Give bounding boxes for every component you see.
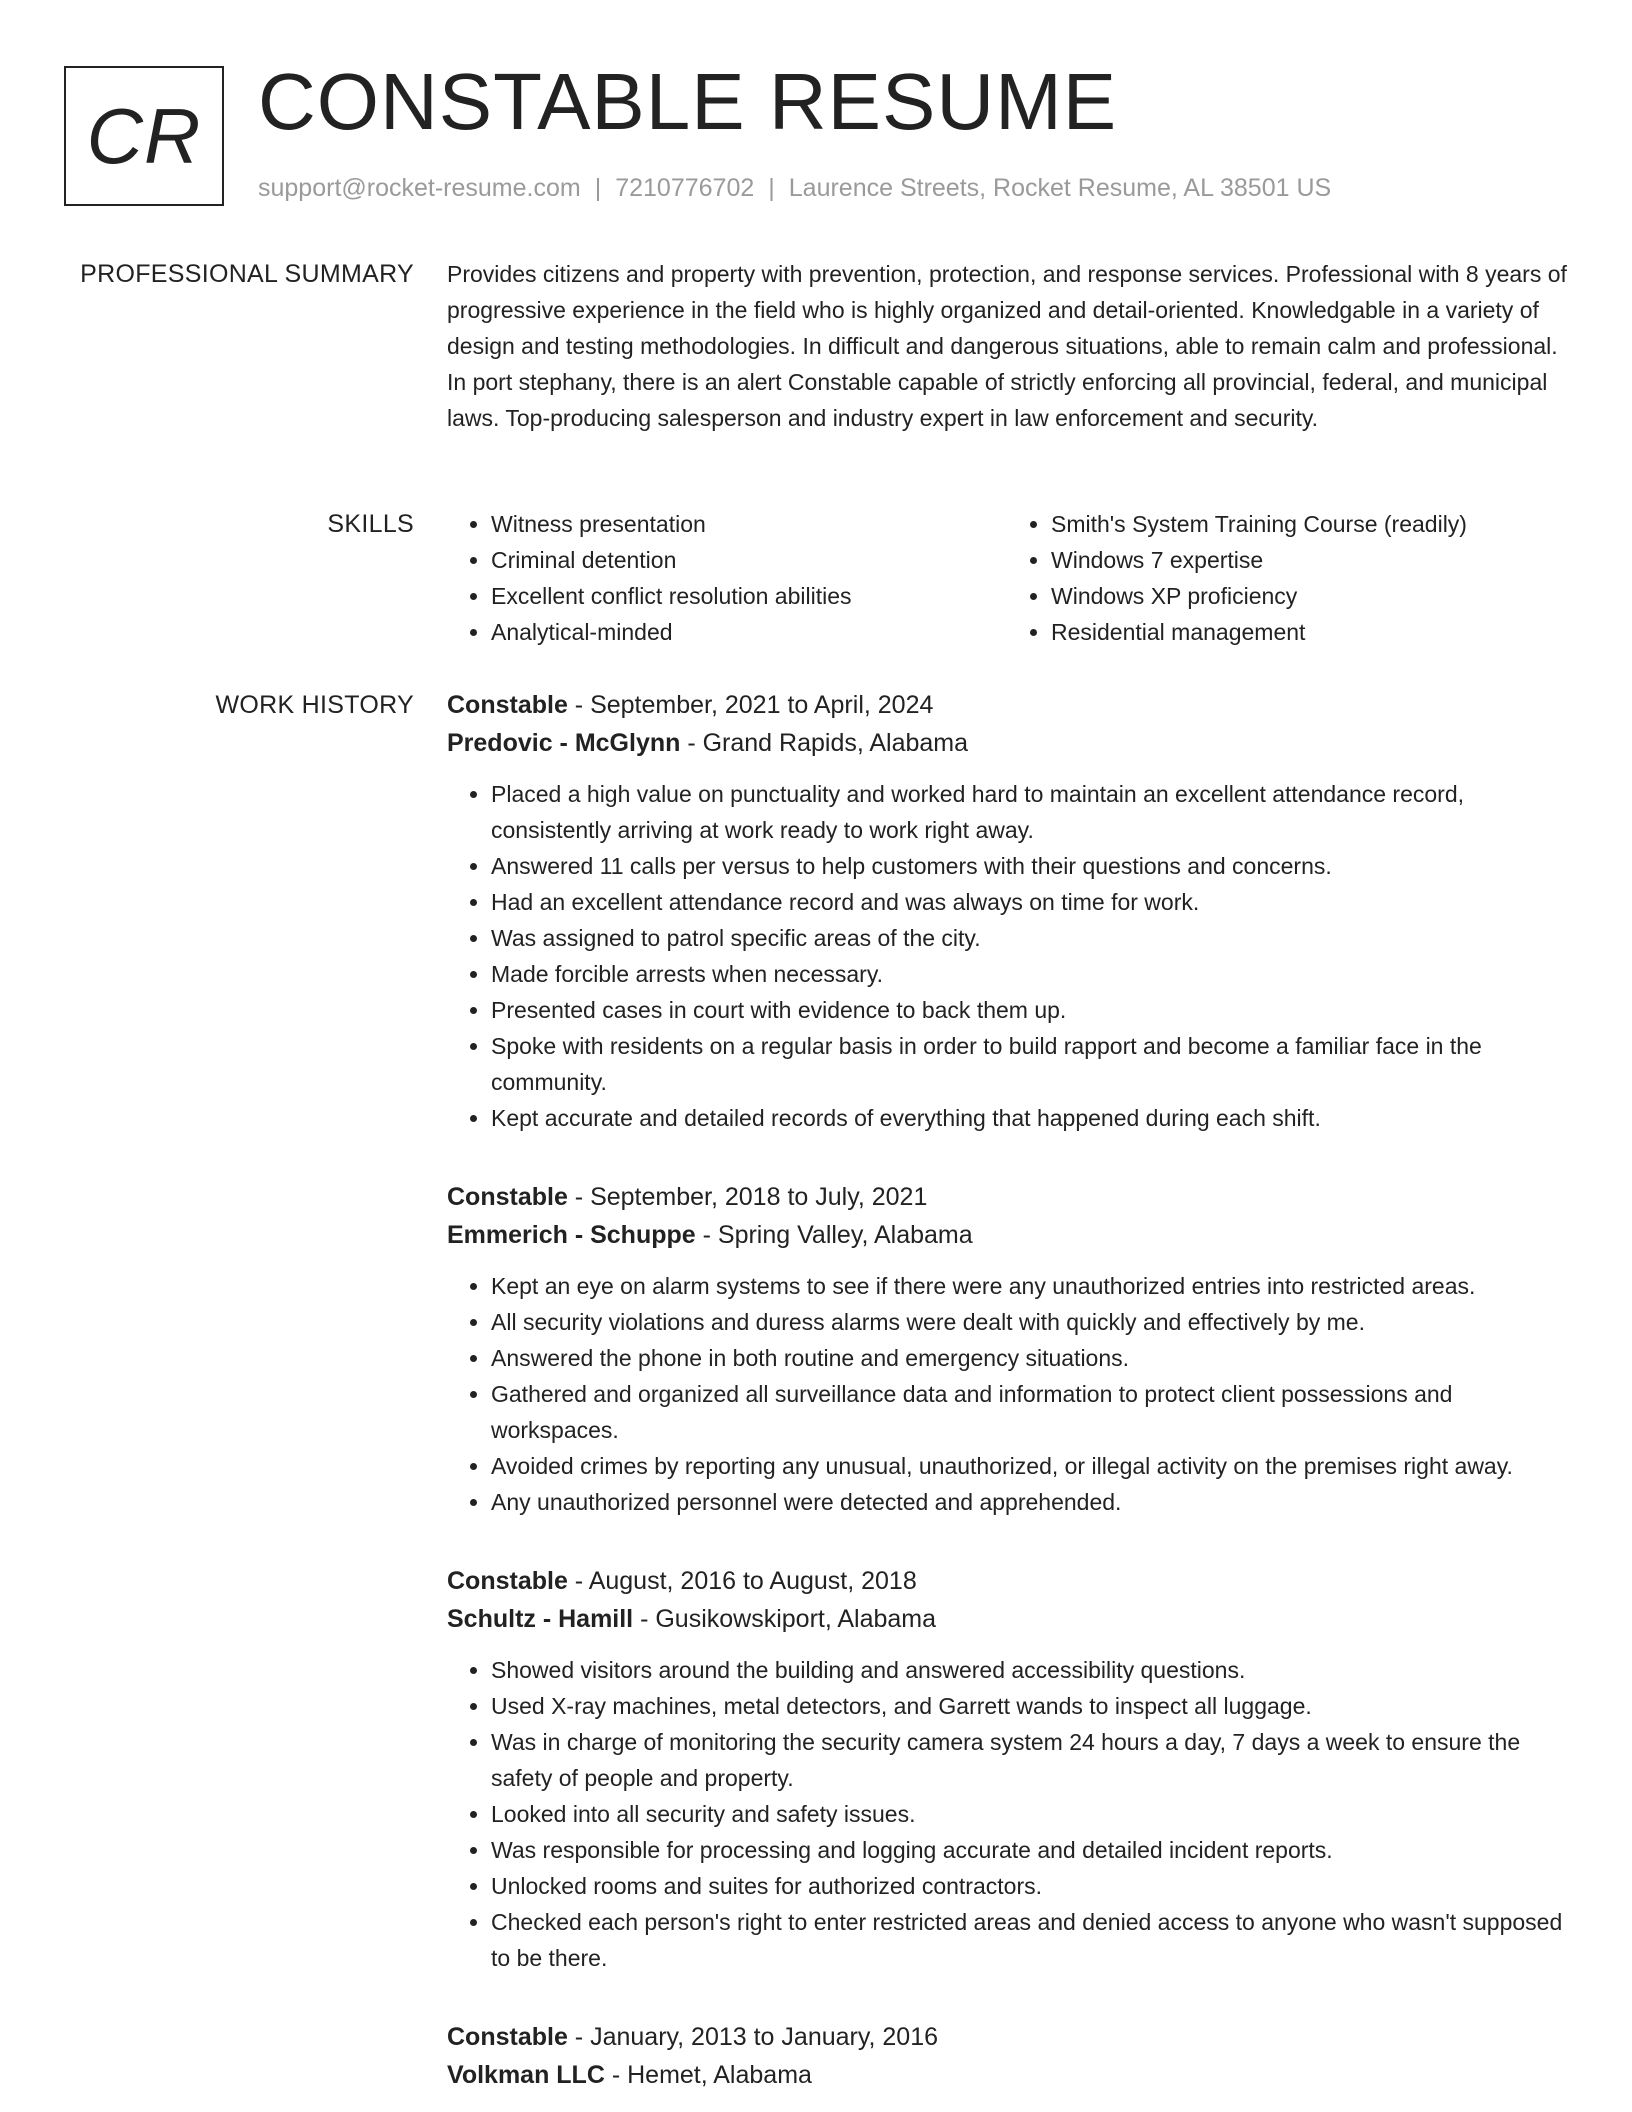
job-bullet: • Spoke with residents on a regular basis in order to build rapport and become a familiar face in the community. [491, 1028, 1567, 1100]
job-bullet-list [447, 1268, 1567, 1520]
job-company-line [447, 1600, 1567, 1638]
skills-column-left [447, 506, 1007, 650]
job-bullet: • Made forcible arrests when necessary. [491, 956, 1567, 992]
job-dates: - September, 2021 to April, 2024 [567, 691, 934, 719]
job-bullet: • Presented cases in court with evidence to back them up. [491, 992, 1567, 1028]
job-entry [447, 1562, 1567, 1976]
contact-separator: | [594, 174, 602, 202]
job-bullet: • Used X-ray machines, metal detectors, and Garrett wands to inspect all luggage. [491, 1688, 1567, 1724]
job-company-line [447, 1216, 1567, 1254]
job-bullet: • Was responsible for processing and logging accurate and detailed incident reports. [491, 1832, 1567, 1868]
job-title: Constable [447, 2023, 568, 2051]
monogram-logo: CR [64, 66, 224, 206]
skill-item: • Residential management [1051, 614, 1567, 650]
job-title: Constable [447, 1567, 568, 1595]
job-location: - Spring Valley, Alabama [695, 1221, 973, 1249]
skills-column-right [1007, 506, 1567, 650]
job-title-line [447, 686, 1567, 724]
summary-label: PROFESSIONAL SUMMARY [80, 260, 414, 288]
job-company: Schultz - Hamill [447, 1605, 634, 1633]
skill-item: • Analytical-minded [491, 614, 1007, 650]
job-entry [447, 2018, 1567, 2094]
job-location: - Grand Rapids, Alabama [680, 729, 969, 757]
job-title-line [447, 1562, 1567, 1600]
job-entry [447, 686, 1567, 1136]
summary-body [447, 256, 1567, 436]
job-company: Emmerich - Schuppe [447, 1221, 696, 1249]
skills-label: SKILLS [327, 510, 414, 538]
contact-line [258, 174, 1331, 203]
job-bullet: • Showed visitors around the building and answered accessibility questions. [491, 1652, 1567, 1688]
job-company-line [447, 724, 1567, 762]
job-location: - Hemet, Alabama [604, 2061, 812, 2089]
job-company: Predovic - McGlynn [447, 729, 681, 757]
resume-name: CONSTABLE RESUME [258, 57, 1118, 146]
job-dates: - August, 2016 to August, 2018 [567, 1567, 917, 1595]
summary-text: Provides citizens and property with prevention, protection, and response services. Professional with 8 years of progressive experience in the field who is highly organized and detail-oriented. Knowledgable in a variety of design and testing methodologies. In difficult and dangerous situations, able to remain calm and professional. In port stephany, there is an alert Constable capable of strictly enforcing all provincial, federal, and municipal laws. Top-producing salesperson and industry expert in law enforcement and security. [447, 261, 1567, 431]
job-company-line [447, 2056, 1567, 2094]
job-bullet: • Unlocked rooms and suites for authorized contractors. [491, 1868, 1567, 1904]
skill-item: • Criminal detention [491, 542, 1007, 578]
skill-item: • Smith's System Training Course (readily) [1051, 506, 1567, 542]
job-bullet: • Kept an eye on alarm systems to see if there were any unauthorized entries into restricted areas. [491, 1268, 1567, 1304]
job-bullet: • Placed a high value on punctuality and worked hard to maintain an excellent attendance record, consistently arriving at work ready to work right away. [491, 776, 1567, 848]
job-bullet: • Had an excellent attendance record and was always on time for work. [491, 884, 1567, 920]
work-history-label: WORK HISTORY [215, 691, 414, 719]
job-location: - Gusikowskiport, Alabama [633, 1605, 937, 1633]
job-dates: - January, 2013 to January, 2016 [567, 2023, 939, 2051]
job-entry [447, 1178, 1567, 1520]
job-bullet: • All security violations and duress alarms were dealt with quickly and effectively by me. [491, 1304, 1567, 1340]
job-bullet: • Was in charge of monitoring the security camera system 24 hours a day, 7 days a week to ensure the safety of people and property. [491, 1724, 1567, 1796]
skills-body [447, 506, 1567, 650]
job-bullet: • Avoided crimes by reporting any unusual, unauthorized, or illegal activity on the premises right away. [491, 1448, 1567, 1484]
job-bullet: • Looked into all security and safety issues. [491, 1796, 1567, 1832]
work-history-body [447, 686, 1567, 2112]
job-bullet: • Answered the phone in both routine and emergency situations. [491, 1340, 1567, 1376]
job-bullet: • Answered 11 calls per versus to help customers with their questions and concerns. [491, 848, 1567, 884]
job-bullet-list [447, 776, 1567, 1136]
job-bullet: • Kept accurate and detailed records of everything that happened during each shift. [491, 1100, 1567, 1136]
skill-item: • Windows XP proficiency [1051, 578, 1567, 614]
job-title-line [447, 1178, 1567, 1216]
job-title: Constable [447, 1183, 568, 1211]
skill-item: • Witness presentation [491, 506, 1007, 542]
job-bullet: • Any unauthorized personnel were detected and apprehended. [491, 1484, 1567, 1520]
job-title: Constable [447, 691, 568, 719]
contact-separator: | [768, 174, 775, 202]
job-bullet: • Checked each person's right to enter restricted areas and denied access to anyone who wasn't supposed to be there. [491, 1904, 1567, 1976]
job-company: Volkman LLC [447, 2061, 605, 2089]
skills-grid [447, 506, 1567, 650]
contact-address: Laurence Streets, Rocket Resume, AL 38501 US [788, 174, 1332, 202]
job-title-line [447, 2018, 1567, 2056]
skill-item: • Windows 7 expertise [1051, 542, 1567, 578]
job-bullet-list [447, 1652, 1567, 1976]
job-bullet: • Gathered and organized all surveillance data and information to protect client possessions and workspaces. [491, 1376, 1567, 1448]
job-dates: - September, 2018 to July, 2021 [567, 1183, 928, 1211]
contact-email: support@rocket-resume.com [258, 174, 581, 202]
job-bullet: • Was assigned to patrol specific areas of the city. [491, 920, 1567, 956]
skill-item: • Excellent conflict resolution abilities [491, 578, 1007, 614]
contact-phone: 7210776702 [615, 174, 755, 202]
